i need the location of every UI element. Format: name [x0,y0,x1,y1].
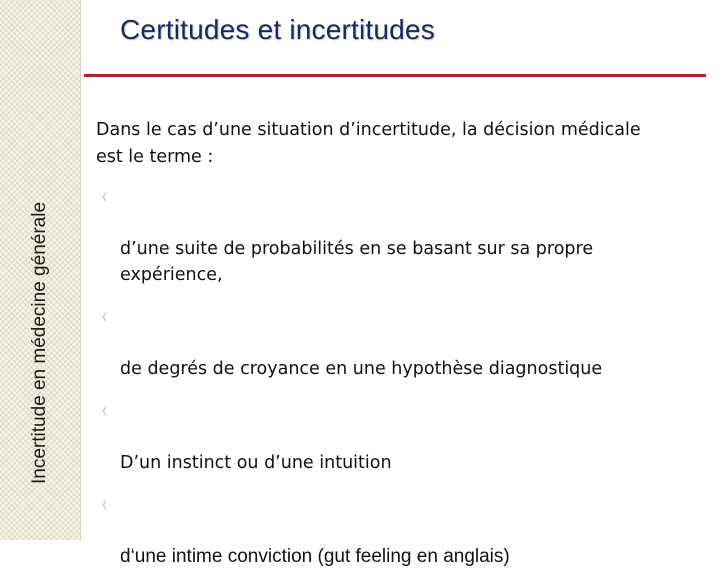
slide-content [96,117,716,586]
bullet-text: d’une suite de probabilités en se basant sur sa propre expérience, [120,239,594,285]
bullet-text: de degrés de croyance en une hypothèse diagnostique [120,359,603,379]
side-label: Incertitude en médecine générale [29,201,50,485]
title-underline [84,74,706,77]
bullet-item [96,304,716,382]
bullet-item [96,398,716,476]
crescent-bullet-icon [100,498,114,512]
bullet-item [96,492,716,570]
crescent-bullet-icon [100,404,114,418]
crescent-bullet-icon [100,310,114,324]
intro-text: Dans le cas d’une situation d’incertitude, la décision médicale est le terme : [96,120,641,167]
slide-title: Certitudes et incertitudes [120,14,435,45]
bullet-text: D’un instinct ou d’une intuition [120,453,392,473]
crescent-bullet-icon [100,190,114,204]
side-band [0,0,81,540]
bullet-text: d‘une intime conviction (gut feeling en anglais) [120,546,510,567]
bullet-item [96,184,716,288]
bullet-list [96,184,716,570]
